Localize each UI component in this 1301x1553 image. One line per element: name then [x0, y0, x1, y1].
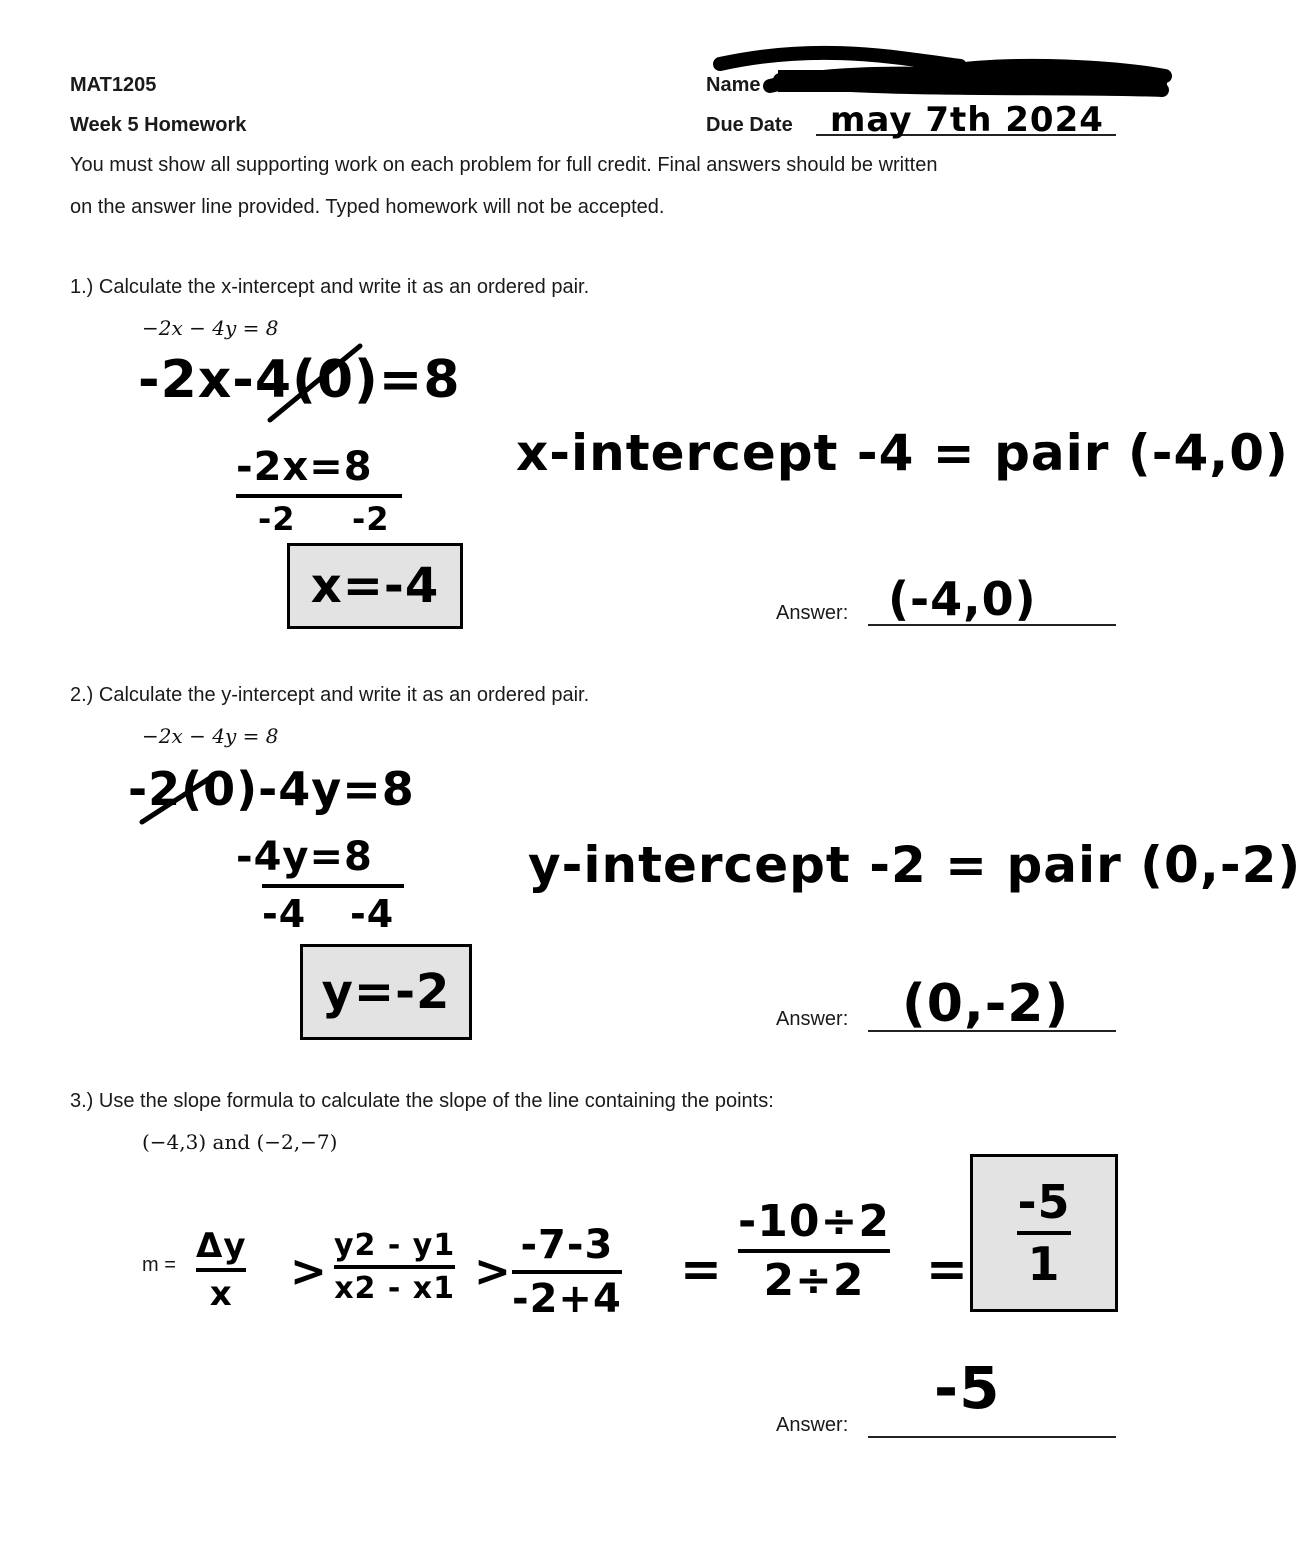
p1-work-den-left: -2 — [258, 500, 296, 538]
p2-answer-value: (0,-2) — [902, 974, 1070, 1034]
p1-work-step1: -2x-4(0)=8 — [138, 350, 461, 410]
name-label: Name — [706, 74, 761, 96]
p2-boxed-result — [300, 944, 472, 1040]
p3-boxed-num: -5 — [1017, 1175, 1071, 1229]
p3-f2-den: x2 - x1 — [334, 1271, 455, 1306]
p3-fraction-2 — [334, 1228, 455, 1306]
p3-gt-2: > — [474, 1246, 512, 1297]
p3-f1-num: Δy — [196, 1226, 247, 1266]
p2-fraction-bar — [262, 884, 404, 888]
p3-answer-label: Answer: — [776, 1414, 849, 1436]
problem-3-prompt: 3.) Use the slope formula to calculate the slope of the line containing the points: — [70, 1090, 774, 1112]
assignment-title: Week 5 Homework — [70, 114, 247, 136]
instructions-line-1: You must show all supporting work on each problem for full credit. Final answers should be written — [70, 154, 938, 176]
p3-f4-bar — [738, 1249, 890, 1253]
problem-2-equation: −2x − 4y = 8 — [142, 724, 279, 748]
p2-boxed-text: y=-2 — [321, 964, 451, 1020]
p3-f4-den: 2÷2 — [763, 1255, 865, 1306]
p3-boxed-bar — [1017, 1231, 1070, 1235]
p1-work-den-right: -2 — [352, 500, 390, 538]
p3-f1-den: x — [209, 1274, 233, 1314]
p3-boxed-result — [970, 1154, 1118, 1312]
problem-2-prompt: 2.) Calculate the y-intercept and write it as an ordered pair. — [70, 684, 590, 706]
p3-eq-2: = — [926, 1240, 969, 1298]
p3-m-label: m = — [142, 1254, 176, 1276]
p2-work-step1: -2(0)-4y=8 — [128, 762, 415, 816]
p1-boxed-result — [287, 543, 463, 629]
problem-1-equation: −2x − 4y = 8 — [142, 316, 279, 340]
p1-work-step2-num: -2x=8 — [236, 444, 373, 490]
due-date-label: Due Date — [706, 114, 793, 136]
p3-boxed-den: 1 — [1027, 1237, 1061, 1291]
p2-work-note: y-intercept -2 = pair (0,-2) — [528, 836, 1301, 894]
name-redaction-scribble — [700, 46, 1170, 102]
p3-f2-num: y2 - y1 — [334, 1228, 456, 1263]
p3-fraction-3 — [512, 1222, 622, 1322]
p2-work-den-right: -4 — [350, 892, 395, 936]
p3-fraction-1 — [196, 1226, 246, 1314]
instructions-line-2: on the answer line provided. Typed homework will not be accepted. — [70, 196, 665, 218]
due-date-value: may 7th 2024 — [830, 100, 1104, 140]
p3-f3-num: -7-3 — [520, 1222, 614, 1268]
p2-strike-mark — [136, 770, 216, 830]
p1-answer-label: Answer: — [776, 602, 849, 624]
p3-f4-num: -10÷2 — [738, 1196, 890, 1247]
p3-answer-line — [868, 1436, 1116, 1438]
p2-work-step2-num: -4y=8 — [236, 834, 373, 880]
p3-eq-1: = — [680, 1240, 723, 1298]
p3-answer-value: -5 — [934, 1354, 1001, 1422]
p1-answer-value: (-4,0) — [888, 572, 1037, 626]
p3-fraction-4 — [738, 1196, 890, 1306]
p2-work-den-left: -4 — [262, 892, 307, 936]
p3-f3-den: -2+4 — [512, 1276, 622, 1322]
problem-1-prompt: 1.) Calculate the x-intercept and write it as an ordered pair. — [70, 276, 590, 298]
p1-work-note: x-intercept -4 = pair (-4,0) — [516, 424, 1289, 482]
p2-answer-label: Answer: — [776, 1008, 849, 1030]
p1-strike-mark — [260, 340, 370, 430]
course-code: MAT1205 — [70, 74, 157, 96]
problem-3-points: (−4,3) and (−2,−7) — [142, 1130, 338, 1154]
p3-boxed-fraction — [1017, 1175, 1070, 1291]
p3-f3-bar — [512, 1270, 622, 1274]
p3-f1-bar — [196, 1268, 246, 1272]
p1-boxed-text: x=-4 — [310, 558, 440, 614]
p3-f2-bar — [334, 1265, 455, 1269]
p1-fraction-bar — [236, 494, 402, 498]
p3-gt-1: > — [290, 1246, 328, 1297]
